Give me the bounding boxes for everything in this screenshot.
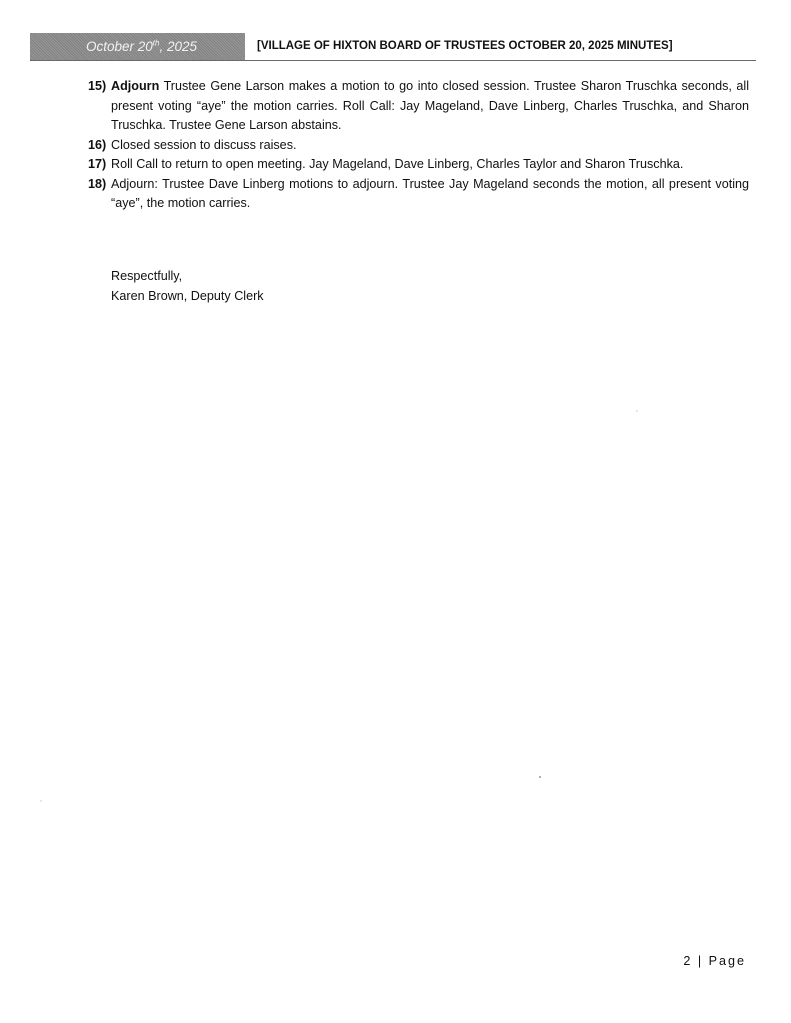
minutes-item-18	[88, 175, 749, 214]
item-number: 15)	[88, 79, 107, 93]
item-number: 16)	[88, 137, 107, 152]
scan-speck	[636, 410, 638, 412]
item-text: Trustee Gene Larson makes a motion to go into closed session. Trustee Sharon Truschka seconds, all present voting “aye” the motion carries. Roll Call: Jay Mageland, Dave Linberg, Charles Truschka, and Sharon Truschka. Trustee Gene Larson abstains.	[111, 79, 749, 132]
item-text: Adjourn: Trustee Dave Linberg motions to adjourn. Trustee Jay Mageland seconds the motion, all present voting “aye”, the motion carries.	[111, 176, 749, 210]
item-bold-lead: Adjourn	[111, 79, 160, 93]
item-number: 18)	[88, 176, 107, 191]
scan-speck	[539, 776, 541, 778]
header-date	[30, 33, 245, 60]
item-text: Closed session to discuss raises.	[111, 137, 297, 152]
minutes-item-15	[88, 77, 749, 136]
header-date-ordinal: th	[152, 38, 160, 48]
closing-salutation: Respectfully,	[111, 269, 183, 283]
scan-speck	[40, 800, 42, 802]
header-title: [VILLAGE OF HIXTON BOARD OF TRUSTEES OCTOBER 20, 2025 MINUTES]	[257, 40, 673, 52]
item-number: 17)	[88, 157, 107, 171]
minutes-item-17	[88, 155, 749, 175]
page-header	[30, 33, 756, 61]
closing-block	[111, 266, 264, 306]
item-text: Roll Call to return to open meeting. Jay Mageland, Dave Linberg, Charles Taylor and Sharon Truschka.	[111, 157, 684, 171]
header-date-prefix: October 20	[86, 39, 153, 54]
page-number-footer: 2 | Page	[683, 954, 746, 968]
minutes-item-16	[88, 136, 749, 156]
closing-signature: Karen Brown, Deputy Clerk	[111, 289, 264, 303]
header-date-year: , 2025	[159, 39, 198, 54]
minutes-items-list	[88, 77, 749, 214]
